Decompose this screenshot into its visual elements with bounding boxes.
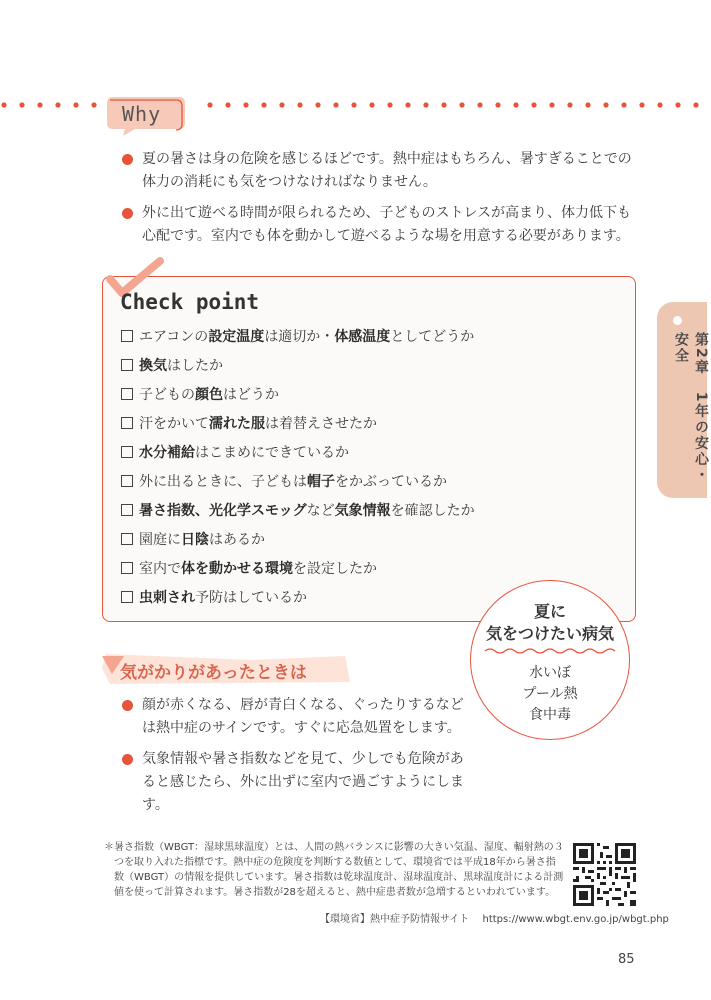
- check-point-list: [121, 321, 621, 611]
- page-number: 85: [618, 952, 635, 967]
- list-item: [122, 202, 632, 248]
- footnote: [104, 840, 564, 900]
- checklist-bold-text: 顔色: [195, 386, 223, 403]
- checklist-text: はあるか: [209, 531, 265, 548]
- checklist-text: 室内で: [139, 560, 181, 577]
- list-item: 食中毒: [529, 707, 571, 723]
- checklist-item: [121, 379, 621, 408]
- checklist-item: [121, 495, 621, 524]
- checkbox-icon[interactable]: [121, 388, 133, 400]
- chapter-tab-label: 第2章 1年の安心・安全: [673, 332, 709, 484]
- checklist-bold-text: 日陰: [181, 531, 209, 548]
- checklist-item: [121, 350, 621, 379]
- checklist-text: を確認したか: [390, 502, 475, 519]
- checklist-item-text: [139, 471, 447, 491]
- checkbox-icon[interactable]: [121, 359, 133, 371]
- kigakari-bullet-list: [122, 694, 467, 825]
- checklist-item: [121, 524, 621, 553]
- footnote-mark: ＊: [104, 842, 114, 853]
- list-item: 水いぼ: [529, 665, 571, 681]
- list-item: [122, 748, 467, 817]
- checklist-bold-text: 設定温度: [208, 328, 265, 345]
- checklist-text: はどうか: [223, 386, 279, 403]
- checklist-text: はしたか: [167, 357, 223, 374]
- checkbox-icon[interactable]: [121, 446, 133, 458]
- check-point-title: Check point: [120, 290, 260, 314]
- checklist-text: 園庭に: [139, 531, 181, 548]
- checkbox-icon[interactable]: [121, 330, 133, 342]
- kigakari-bullet-text: 顔が赤くなる、唇が青白くなる、ぐったりするなどは熱中症のサインです。すぐに応急処置をします。: [142, 697, 464, 736]
- chapter-tab: [657, 302, 707, 498]
- checklist-item: [121, 466, 621, 495]
- checklist-item-text: [139, 413, 377, 433]
- checkbox-icon[interactable]: [121, 504, 133, 516]
- checklist-bold-text: 体感温度: [334, 328, 391, 345]
- checklist-text: 外に出るときに、子どもは: [139, 473, 307, 490]
- checklist-item: [121, 321, 621, 350]
- why-label: Why: [122, 102, 162, 126]
- checklist-text: など: [306, 502, 335, 519]
- bullet-dot-icon: [122, 154, 133, 165]
- bullet-dot-icon: [122, 754, 133, 765]
- checklist-bold-text: 換気: [139, 357, 167, 374]
- checklist-item: [121, 437, 621, 466]
- checklist-text: は着替えさせたか: [265, 415, 377, 432]
- summer-diseases-circle: [470, 580, 630, 740]
- why-bullet-text: 夏の暑さは身の危険を感じるほどです。熱中症はもちろん、暑すぎることでの体力の消耗にも気をつけなければなりません。: [142, 151, 632, 190]
- checklist-bold-text: 帽子: [307, 473, 335, 490]
- list-item: プール熱: [522, 686, 578, 702]
- checklist-bold-text: 虫刺され: [139, 589, 195, 606]
- why-bullet-list: [122, 148, 632, 256]
- checklist-bold-text: 水分補給: [139, 444, 195, 461]
- checklist-item-text: [139, 529, 265, 549]
- checklist-item-text: [139, 558, 377, 578]
- checkbox-icon[interactable]: [121, 591, 133, 603]
- checklist-item-text: [139, 384, 279, 404]
- list-item: [122, 694, 467, 740]
- checklist-item: [121, 553, 621, 582]
- why-badge: [105, 93, 187, 137]
- summer-diseases-list: [471, 663, 629, 726]
- checkbox-icon[interactable]: [121, 475, 133, 487]
- kigakari-heading: 気がかりがあったときは: [120, 663, 307, 683]
- checklist-text: を設定したか: [293, 560, 377, 577]
- checklist-item-text: [139, 355, 223, 375]
- checklist-text: 汗をかいて: [139, 415, 209, 432]
- source-url-link[interactable]: https://www.wbgt.env.go.jp/wbgt.php: [482, 914, 669, 925]
- checkbox-icon[interactable]: [121, 533, 133, 545]
- checklist-bold-text: 体を動かせる環境: [181, 560, 293, 577]
- source-label: 【環境省】熱中症予防情報サイト: [320, 914, 470, 925]
- bullet-dot-icon: [122, 208, 133, 219]
- why-bullet-text: 外に出て遊べる時間が限られるため、子どものストレスが高まり、体力低下も心配です。室内でも体を動かして遊べるような場を用意する必要があります。: [142, 205, 632, 244]
- checklist-item-text: [139, 326, 474, 346]
- wavy-divider-icon: [485, 647, 615, 655]
- list-item: [122, 148, 632, 194]
- checklist-text: をかぶっているか: [335, 473, 447, 490]
- checklist-bold-text: 暑さ指数、光化学スモッグ: [139, 502, 307, 519]
- checklist-text: エアコンの: [139, 328, 209, 345]
- checklist-text: としてどうか: [390, 328, 475, 345]
- kigakari-bullet-text: 気象情報や暑さ指数などを見て、少しでも危険があると感じたら、外に出ずに室内で過ごすようにします。: [142, 751, 464, 813]
- checklist-item-text: [139, 442, 349, 462]
- bullet-dot-icon: [122, 700, 133, 711]
- checklist-item-text: [139, 587, 307, 607]
- source-line: [320, 910, 669, 925]
- summer-diseases-title-line1: 夏に: [533, 602, 566, 621]
- checklist-text: 子どもの: [139, 386, 195, 403]
- checkbox-icon[interactable]: [121, 562, 133, 574]
- tab-dot-icon: [673, 316, 682, 325]
- checklist-item: [121, 408, 621, 437]
- checklist-text: 予防はしているか: [195, 589, 307, 606]
- footnote-text: 暑さ指数（WBGT：湿球黒球温度）とは、人間の熱バランスに影響の大きい気温、湿度、輻射熱の３つを取り入れた指標です。熱中症の危険度を判断する数値として、環境省では平成18年から暑さ指数（WBGT）の情報を提供しています。暑さ指数は乾球温度計、湿球温度計、黒球温度計による計測値を使って計算されます。暑さ指数が28を超えると、熱中症患者数が急増するといわれています。: [114, 842, 564, 898]
- qr-code-icon[interactable]: [573, 843, 636, 906]
- checkbox-icon[interactable]: [121, 417, 133, 429]
- checklist-text: は適切か・: [264, 328, 335, 345]
- checklist-bold-text: 濡れた服: [209, 415, 265, 432]
- checklist-bold-text: 気象情報: [334, 502, 391, 519]
- checklist-text: はこまめにできているか: [195, 444, 349, 461]
- checklist-item-text: [139, 500, 475, 520]
- summer-diseases-title-line2: 気をつけたい病気: [485, 624, 614, 643]
